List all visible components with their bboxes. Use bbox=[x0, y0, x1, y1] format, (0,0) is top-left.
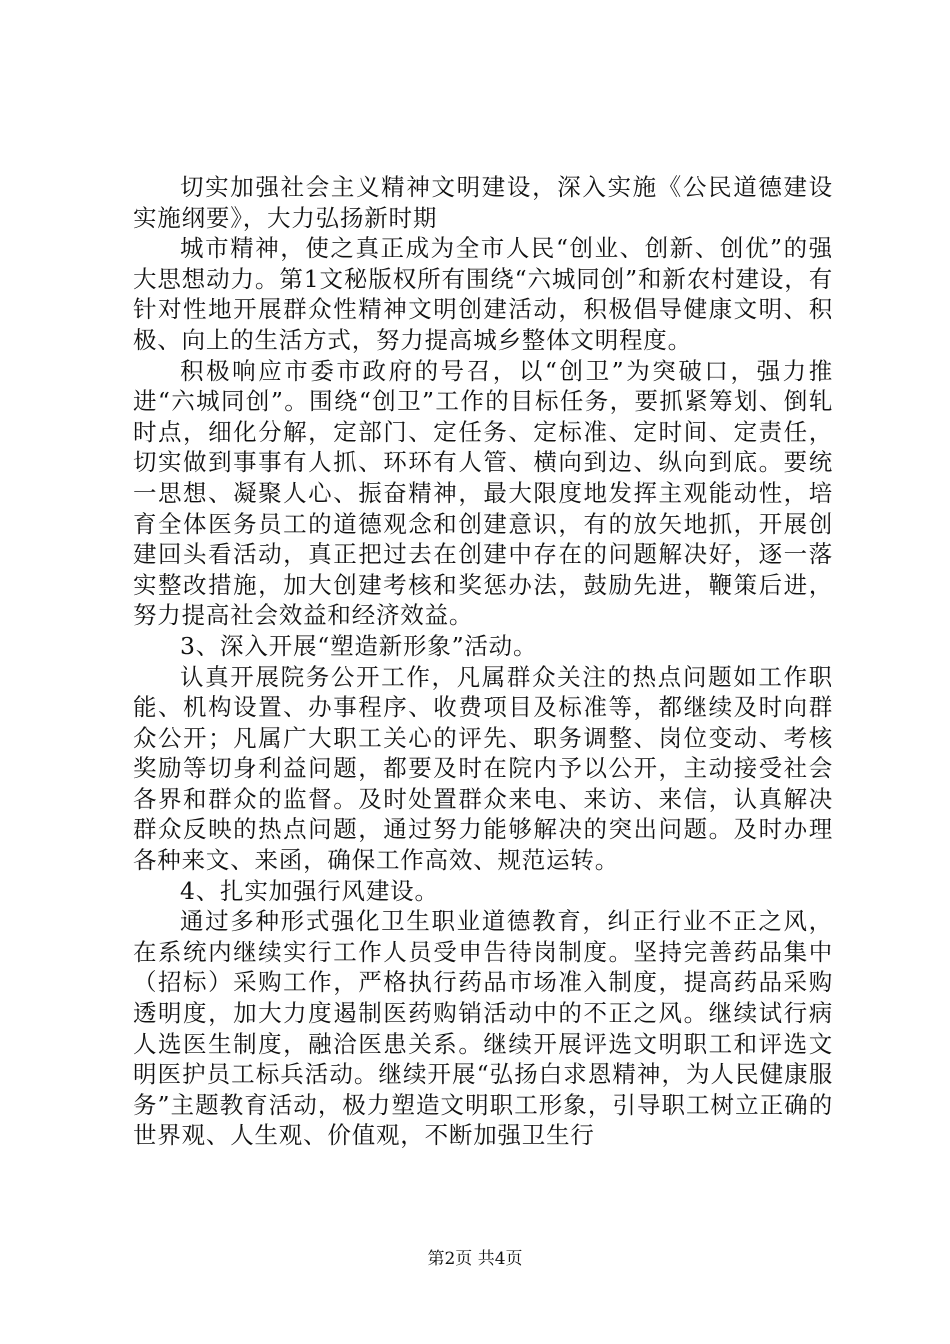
page-number-footer: 第2页 共4页 bbox=[427, 1249, 523, 1269]
section-heading-3: 3、深入开展“塑造新形象”活动。 bbox=[180, 631, 538, 660]
section-heading-4: 4、扎实加强行风建设。 bbox=[180, 876, 439, 905]
paragraph-3: 积极响应市委市政府的号召，以“创卫”为突破口，强力推进“六城同创”。围绕“创卫”工作的目标任务，要抓紧筹划、倒轧时点，细化分解，定部门、定任务、定标准、定时间、定责任，切实做到事事有人抓、环环有人管、横向到边、纵向到底。要统一思想、凝聚人心、振奋精神，最大限度地发挥主观能动性，培育全体医务员工的道德观念和创建意识，有的放矢地抓，开展创建回头看活动，真正把过去在创建中存在的问题解决好，逐一落实整改措施，加大创建考核和奖惩办法，鼓励先进，鞭策后进，努力提高社会效益和经济效益。 bbox=[133, 356, 833, 630]
paragraph-1: 切实加强社会主义精神文明建设，深入实施《公民道德建设实施纲要》，大力弘扬新时期 bbox=[133, 173, 833, 232]
paragraph-4: 认真开展院务公开工作，凡属群众关注的热点问题如工作职能、机构设置、办事程序、收费项目及标准等，都继续及时向群众公开；凡属广大职工关心的评先、职务调整、岗位变动、考核奖励等切身利益问题，都要及时在院内予以公开，主动接受社会各界和群众的监督。及时处置群众来电、来访、来信，认真解决群众反映的热点问题，通过努力能够解决的突出问题。及时办理各种来文、来函，确保工作高效、规范运转。 bbox=[133, 662, 833, 875]
paragraph-5: 通过多种形式强化卫生职业道德教育，纠正行业不正之风，在系统内继续实行工作人员受申告待岗制度。坚持完善药品集中（招标）采购工作，严格执行药品市场准入制度，提高药品采购透明度，加大力度遏制医药购销活动中的不正之风。继续试行病人选医生制度，融洽医患关系。继续开展评选文明职工和评选文明医护员工标兵活动。继续开展“弘扬白求恩精神，为人民健康服务”主题教育活动，极力塑造文明职工形象，引导职工树立正确的世界观、人生观、价值观，不断加强卫生行 bbox=[133, 907, 833, 1150]
paragraph-2: 城市精神，使之真正成为全市人民“创业、创新、创优”的强大思想动力。第1文秘版权所有围绕“六城同创”和新农村建设，有针对性地开展群众性精神文明创建活动，积极倡导健康文明、积极、向上的生活方式，努力提高城乡整体文明程度。 bbox=[133, 234, 833, 354]
document-body bbox=[133, 172, 833, 1151]
